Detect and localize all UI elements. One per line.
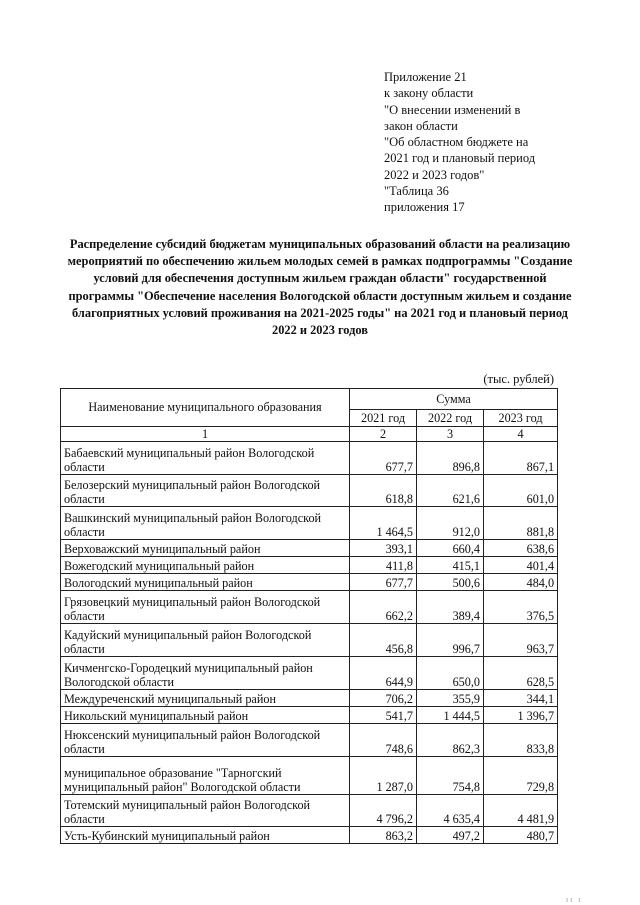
appendix-line: "Таблица 36 — [384, 184, 449, 199]
header-year: 2022 год — [417, 410, 484, 427]
municipality-name: Нюксенский муниципальный район Вологодской области — [61, 724, 350, 757]
table-row — [61, 827, 558, 844]
municipality-name: Кичменгско-Городецкий муниципальный район Вологодской области — [61, 657, 350, 690]
municipality-name: Кадуйский муниципальный район Вологодской области — [61, 624, 350, 657]
value-2022: 660,4 — [417, 540, 484, 557]
table-row — [61, 657, 558, 690]
header-sum: Сумма — [350, 389, 558, 410]
value-2023: 1 396,7 — [484, 707, 558, 724]
appendix-line: приложения 17 — [384, 200, 465, 215]
table-colnum-row — [61, 427, 558, 442]
table-row — [61, 757, 558, 795]
value-2021: 662,2 — [350, 591, 417, 624]
value-2021: 393,1 — [350, 540, 417, 557]
table-header-row — [61, 389, 558, 410]
footer-mark: ιι ι — [566, 895, 583, 904]
appendix-line: 2021 год и плановый период — [384, 151, 536, 166]
value-2023: 344,1 — [484, 690, 558, 707]
value-2023: 484,0 — [484, 574, 558, 591]
value-2021: 677,7 — [350, 574, 417, 591]
value-2023: 867,1 — [484, 442, 558, 475]
units-label: (тыс. рублей) — [483, 372, 554, 386]
value-2022: 896,8 — [417, 442, 484, 475]
value-2022: 355,9 — [417, 690, 484, 707]
value-2022: 500,6 — [417, 574, 484, 591]
value-2023: 4 481,9 — [484, 795, 558, 827]
municipality-name: Бабаевский муниципальный район Вологодской области — [61, 442, 350, 475]
value-2022: 912,0 — [417, 507, 484, 540]
col-number: 1 — [61, 427, 350, 442]
value-2022: 996,7 — [417, 624, 484, 657]
value-2021: 863,2 — [350, 827, 417, 844]
value-2023: 881,8 — [484, 507, 558, 540]
value-2022: 4 635,4 — [417, 795, 484, 827]
table-row — [61, 707, 558, 724]
appendix-line: "Об областном бюджете на — [384, 135, 529, 150]
appendix-line: Приложение 21 — [384, 70, 467, 84]
municipality-name: Междуреченский муниципальный район — [61, 690, 350, 707]
value-2023: 480,7 — [484, 827, 558, 844]
table-row — [61, 724, 558, 757]
value-2021: 706,2 — [350, 690, 417, 707]
municipality-name: Тотемский муниципальный район Вологодской области — [61, 795, 350, 827]
header-year: 2023 год — [484, 410, 558, 427]
value-2022: 862,3 — [417, 724, 484, 757]
col-number: 3 — [417, 427, 484, 442]
value-2021: 541,7 — [350, 707, 417, 724]
value-2021: 677,7 — [350, 442, 417, 475]
table-row — [61, 442, 558, 475]
appendix-block — [384, 69, 584, 216]
value-2022: 621,6 — [417, 475, 484, 507]
value-2023: 628,5 — [484, 657, 558, 690]
appendix-line: к закону области — [384, 86, 474, 101]
value-2022: 389,4 — [417, 591, 484, 624]
value-2021: 411,8 — [350, 557, 417, 574]
value-2022: 754,8 — [417, 757, 484, 795]
table-row — [61, 591, 558, 624]
municipality-name: Вожегодский муниципальный район — [61, 557, 350, 574]
municipality-name: Белозерский муниципальный район Вологодской области — [61, 475, 350, 507]
table-row — [61, 540, 558, 557]
municipality-name: Вашкинский муниципальный район Вологодской области — [61, 507, 350, 540]
appendix-line: "О внесении изменений в — [384, 102, 521, 117]
value-2023: 376,5 — [484, 591, 558, 624]
col-number: 2 — [350, 427, 417, 442]
municipality-name: Вологодский муниципальный район — [61, 574, 350, 591]
col-number: 4 — [484, 427, 558, 442]
value-2023: 601,0 — [484, 475, 558, 507]
municipality-name: Никольский муниципальный район — [61, 707, 350, 724]
table-row — [61, 624, 558, 657]
value-2023: 729,8 — [484, 757, 558, 795]
table-row — [61, 475, 558, 507]
value-2022: 497,2 — [417, 827, 484, 844]
value-2021: 644,9 — [350, 657, 417, 690]
value-2022: 650,0 — [417, 657, 484, 690]
municipality-name: Грязовецкий муниципальный район Вологодской области — [61, 591, 350, 624]
header-year: 2021 год — [350, 410, 417, 427]
table-row — [61, 690, 558, 707]
value-2021: 1 464,5 — [350, 507, 417, 540]
subsidy-table — [60, 388, 558, 844]
value-2021: 748,6 — [350, 724, 417, 757]
table-row — [61, 574, 558, 591]
value-2022: 1 444,5 — [417, 707, 484, 724]
municipality-name: Верховажский муниципальный район — [61, 540, 350, 557]
municipality-name: муниципальное образование "Тарногский муниципальный район" Вологодской области — [61, 757, 350, 795]
appendix-line: 2022 и 2023 годов" — [384, 167, 485, 182]
value-2021: 618,8 — [350, 475, 417, 507]
value-2023: 833,8 — [484, 724, 558, 757]
value-2021: 1 287,0 — [350, 757, 417, 795]
table-row — [61, 557, 558, 574]
header-name: Наименование муниципального образования — [61, 389, 350, 427]
value-2023: 401,4 — [484, 557, 558, 574]
municipality-name: Усть-Кубинский муниципальный район — [61, 827, 350, 844]
value-2021: 4 796,2 — [350, 795, 417, 827]
appendix-line: закон области — [384, 118, 458, 133]
value-2022: 415,1 — [417, 557, 484, 574]
table-row — [61, 795, 558, 827]
table-row — [61, 507, 558, 540]
value-2023: 963,7 — [484, 624, 558, 657]
document-title: Распределение субсидий бюджетам муниципальных образований области на реализацию мероприятий по обеспечению жильем молодых семей в рамках подпрограммы "Создание условий для обеспечения доступным жильем граждан области" государственной программы "Обеспечение населения Вологодской области доступным жильем и создание благоприятных условий проживания на 2021-2025 годы" на 2021 год и плановый период 2022 и 2023 годов — [67, 237, 573, 338]
value-2021: 456,8 — [350, 624, 417, 657]
value-2023: 638,6 — [484, 540, 558, 557]
